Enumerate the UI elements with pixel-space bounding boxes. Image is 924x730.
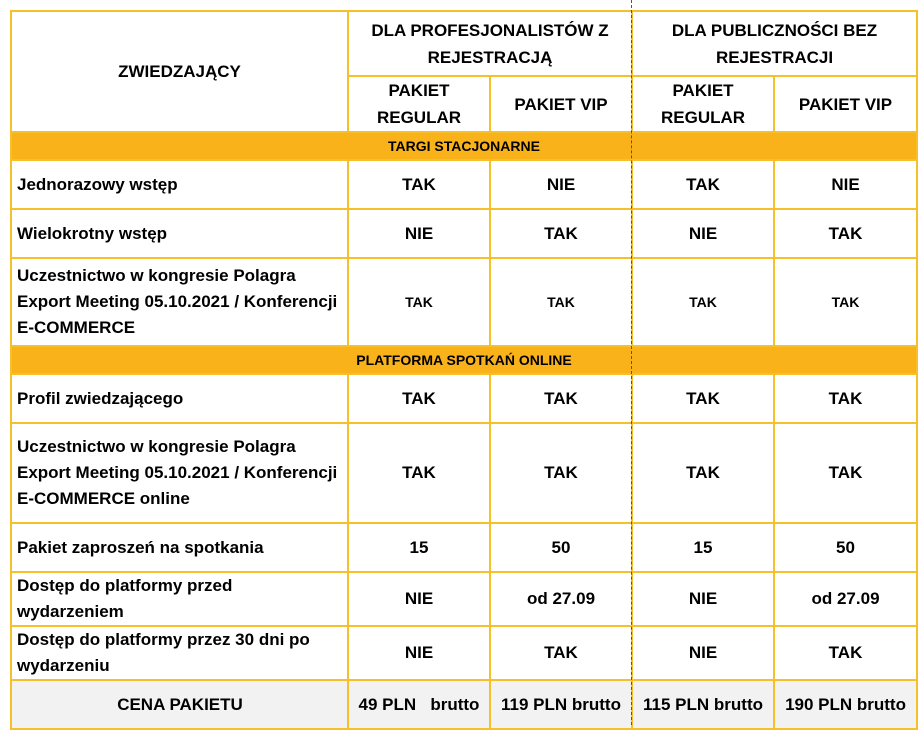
table-row <box>11 209 917 258</box>
price-value: 115 PLN brutto <box>632 680 774 729</box>
page-break-divider <box>631 0 632 725</box>
section-stationary: TARGI STACJONARNE <box>11 132 917 160</box>
cell-value: TAK <box>632 258 774 346</box>
table-row <box>11 423 917 523</box>
cell-value: NIE <box>490 160 632 209</box>
row-label: Uczestnictwo w kongresie Polagra Export Meeting 05.10.2021 / Konferencji E-COMMERCE online <box>11 423 348 523</box>
package-header: PAKIET VIP <box>490 76 632 132</box>
price-value: 49 PLN brutto <box>348 680 490 729</box>
cell-value: TAK <box>774 423 917 523</box>
table-row <box>11 160 917 209</box>
cell-value: TAK <box>490 423 632 523</box>
row-label: Uczestnictwo w kongresie Polagra Export Meeting 05.10.2021 / Konferencji E-COMMERCE <box>11 258 348 346</box>
cell-value: TAK <box>774 209 917 258</box>
package-header: PAKIET VIP <box>774 76 917 132</box>
group-public-header: DLA PUBLICZNOŚCI BEZ REJESTRACJI <box>632 11 917 76</box>
row-label: Dostęp do platformy przed wydarzeniem <box>11 572 348 626</box>
cell-value: TAK <box>348 160 490 209</box>
table-row <box>11 258 917 346</box>
row-label: Dostęp do platformy przez 30 dni po wydarzeniu <box>11 626 348 680</box>
visitor-packages-table <box>10 10 918 730</box>
group-professional-header: DLA PROFESJONALISTÓW Z REJESTRACJĄ <box>348 11 632 76</box>
cell-value: NIE <box>632 209 774 258</box>
price-value: 119 PLN brutto <box>490 680 632 729</box>
section-row <box>11 132 917 160</box>
cell-value: NIE <box>348 209 490 258</box>
package-header: PAKIET REGULAR <box>348 76 490 132</box>
section-online: PLATFORMA SPOTKAŃ ONLINE <box>11 346 917 374</box>
price-row <box>11 680 917 729</box>
cell-value: TAK <box>490 258 632 346</box>
cell-value: NIE <box>774 160 917 209</box>
cell-value: NIE <box>632 572 774 626</box>
table-row <box>11 523 917 572</box>
cell-value: TAK <box>632 160 774 209</box>
cell-value: TAK <box>774 626 917 680</box>
row-label: Pakiet zaproszeń na spotkania <box>11 523 348 572</box>
cell-value: od 27.09 <box>774 572 917 626</box>
table-row <box>11 374 917 423</box>
visitors-header: ZWIEDZAJĄCY <box>11 11 348 132</box>
cell-value: 50 <box>774 523 917 572</box>
cell-value: TAK <box>490 626 632 680</box>
cell-value: TAK <box>774 374 917 423</box>
cell-value: TAK <box>348 374 490 423</box>
price-label: CENA PAKIETU <box>11 680 348 729</box>
cell-value: NIE <box>348 626 490 680</box>
row-label: Wielokrotny wstęp <box>11 209 348 258</box>
cell-value: TAK <box>632 374 774 423</box>
row-label: Profil zwiedzającego <box>11 374 348 423</box>
cell-value: od 27.09 <box>490 572 632 626</box>
cell-value: TAK <box>632 423 774 523</box>
cell-value: TAK <box>348 423 490 523</box>
section-row <box>11 346 917 374</box>
cell-value: NIE <box>632 626 774 680</box>
cell-value: TAK <box>348 258 490 346</box>
cell-value: 15 <box>632 523 774 572</box>
cell-value: TAK <box>490 209 632 258</box>
package-header: PAKIET REGULAR <box>632 76 774 132</box>
cell-value: TAK <box>490 374 632 423</box>
header-row-groups <box>11 11 917 76</box>
table-row <box>11 572 917 626</box>
price-value: 190 PLN brutto <box>774 680 917 729</box>
cell-value: NIE <box>348 572 490 626</box>
cell-value: 50 <box>490 523 632 572</box>
row-label: Jednorazowy wstęp <box>11 160 348 209</box>
cell-value: TAK <box>774 258 917 346</box>
table-row <box>11 626 917 680</box>
cell-value: 15 <box>348 523 490 572</box>
